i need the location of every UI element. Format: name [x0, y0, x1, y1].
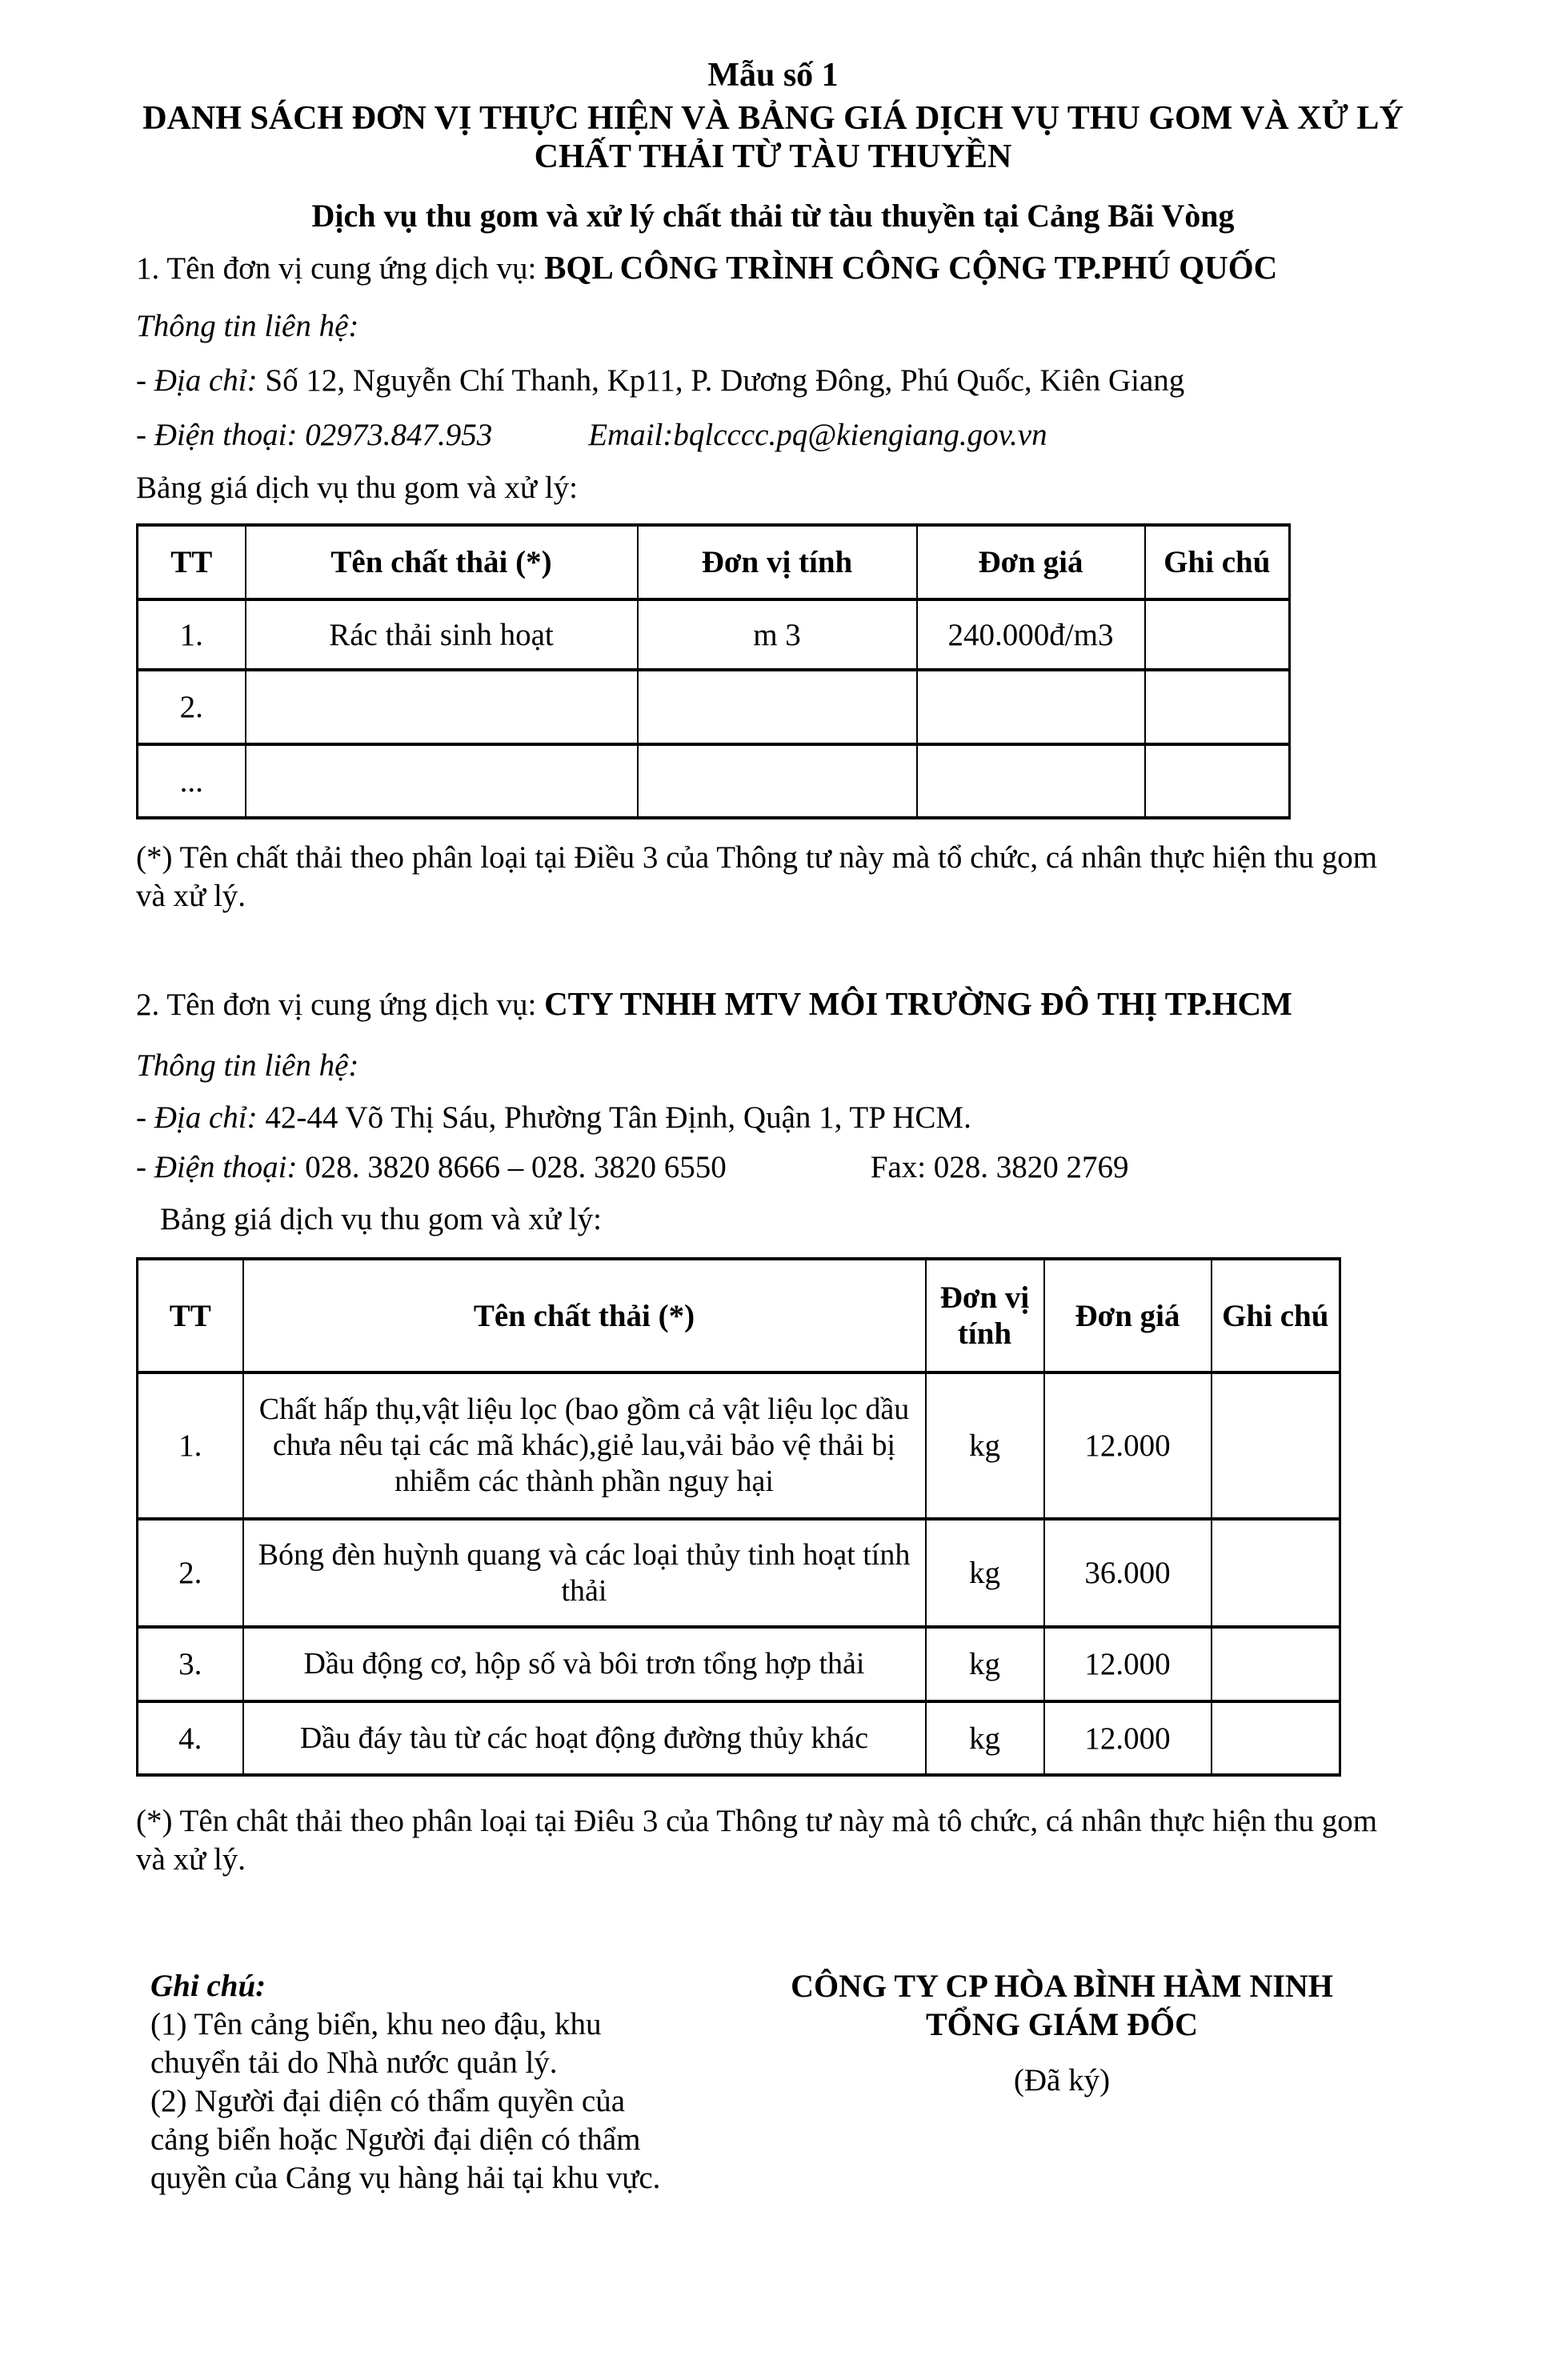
cell-price: 240.000đ/m3 [917, 599, 1145, 670]
table-row [138, 1372, 1340, 1519]
cell-note [1212, 1627, 1340, 1701]
note-2: (2) Người đại diện có thẩm quyền của cảng biển hoặc Người đại diện có thẩm quyền của Cảng vụ hàng hải tại khu vực. [150, 2084, 661, 2195]
document-title [136, 99, 1410, 176]
document-title-line1: DANH SÁCH ĐƠN VỊ THỰC HIỆN VÀ BẢNG GIÁ DỊCH VỤ THU GOM VÀ XỬ LÝ [142, 100, 1404, 137]
provider2-address-label: - Địa chỉ: [136, 1100, 258, 1135]
table-row [138, 744, 1290, 818]
cell-price: 36.000 [1044, 1519, 1212, 1627]
cell-unit: kg [926, 1701, 1044, 1775]
provider1-price-heading: Bảng giá dịch vụ thu gom và xử lý: [136, 471, 578, 505]
provider1-footnote: (*) Tên chất thải theo phân loại tại Điều 3 của Thông tư này mà tổ chức, cá nhân thực hiện thu gom và xử lý. [136, 840, 1378, 913]
cell-price: 12.000 [1044, 1701, 1212, 1775]
cell-note [1145, 670, 1290, 744]
table-row [138, 599, 1290, 670]
provider1-phone-line [136, 416, 1410, 455]
provider2-phone-value: 028. 3820 8666 – 028. 3820 6550 [305, 1150, 727, 1184]
notes-heading: Ghi chú: [150, 1969, 266, 2003]
cell-waste-name: Rác thải sinh hoạt [246, 599, 638, 670]
header-cell-price: Đơn giá [917, 525, 1145, 599]
provider2-address-line [136, 1099, 1410, 1137]
provider2-phone-label: - Điện thoại: [136, 1150, 298, 1184]
cell-waste-name: Dầu động cơ, hộp số và bôi trơn tổng hợp thải [243, 1627, 926, 1701]
table-row [138, 1519, 1340, 1627]
cell-tt: 3. [138, 1627, 243, 1701]
table-header-row [138, 525, 1290, 599]
header-cell-waste-name: Tên chất thải (*) [246, 525, 638, 599]
cell-note [1145, 744, 1290, 818]
cell-unit [638, 670, 917, 744]
table-row [138, 670, 1290, 744]
provider1-contact-heading: Thông tin liên hệ: [136, 309, 359, 343]
cell-price [917, 744, 1145, 818]
header-cell-unit: Đơn vị tính [638, 525, 917, 599]
cell-waste-name: Chất hấp thụ,vật liệu lọc (bao gồm cả vật liệu lọc dầu chưa nêu tại các mã khác),giẻ lau,vải bảo vệ thải bị nhiễm các thành phần nguy hại [243, 1372, 926, 1519]
cell-tt: 1. [138, 1372, 243, 1519]
header-cell-waste-name: Tên chất thải (*) [243, 1259, 926, 1372]
footer [136, 1967, 1410, 2198]
cell-note [1212, 1519, 1340, 1627]
provider1-heading [136, 248, 1410, 288]
provider2-price-heading: Bảng giá dịch vụ thu gom và xử lý: [160, 1202, 602, 1236]
document-subtitle: Dịch vụ thu gom và xử lý chất thải từ tàu thuyền tại Cảng Bãi Vòng [311, 198, 1235, 234]
provider1-email: Email:bqlcccc.pq@kiengiang.gov.vn [588, 418, 1047, 452]
provider1-heading-label: 1. Tên đơn vị cung ứng dịch vụ: [136, 251, 537, 286]
cell-unit: kg [926, 1519, 1044, 1627]
header-cell-tt: TT [138, 1259, 243, 1372]
provider1-name: BQL CÔNG TRÌNH CÔNG CỘNG TP.PHÚ QUỐC [544, 249, 1278, 286]
cell-tt: 1. [138, 599, 246, 670]
provider1-price-table [136, 523, 1291, 819]
table-row [138, 1627, 1340, 1701]
notes-block [150, 1967, 667, 2198]
provider2-heading-label: 2. Tên đơn vị cung ứng dịch vụ: [136, 988, 537, 1022]
cell-price: 12.000 [1044, 1372, 1212, 1519]
cell-unit: kg [926, 1627, 1044, 1701]
table-row [138, 1701, 1340, 1775]
provider2-heading [136, 984, 1410, 1024]
cell-waste-name: Bóng đèn huỳnh quang và các loại thủy tinh hoạt tính thải [243, 1519, 926, 1627]
provider2-price-table [136, 1257, 1341, 1777]
signature-title: TỔNG GIÁM ĐỐC [926, 2006, 1198, 2042]
provider2-footnote: (*) Tên chât thải theo phân loại tại Điêu 3 của Thông tư này mà tô chức, cá nhân thực hiện thu gom và xử lý. [136, 1804, 1378, 1877]
cell-tt: 2. [138, 670, 246, 744]
provider1-phone-value: 02973.847.953 [305, 418, 493, 452]
signature-block [762, 1967, 1362, 2100]
cell-unit [638, 744, 917, 818]
cell-note [1212, 1372, 1340, 1519]
note-1: (1) Tên cảng biển, khu neo đậu, khu chuyển tải do Nhà nước quản lý. [150, 2007, 602, 2080]
cell-price [917, 670, 1145, 744]
provider2-contact-heading: Thông tin liên hệ: [136, 1048, 359, 1083]
header-cell-tt: TT [138, 525, 246, 599]
provider2-fax: Fax: 028. 3820 2769 [870, 1150, 1129, 1184]
form-number: Mẫu số 1 [707, 57, 839, 94]
cell-waste-name: Dầu đáy tàu từ các hoạt động đường thủy khác [243, 1701, 926, 1775]
signature-signed-note: (Đã ký) [1013, 2063, 1111, 2098]
header-cell-note: Ghi chú [1145, 525, 1290, 599]
provider1-phone-label: - Điện thoại: [136, 418, 298, 452]
cell-waste-name [246, 744, 638, 818]
header-cell-note: Ghi chú [1212, 1259, 1340, 1372]
provider1-address-value: Số 12, Nguyễn Chí Thanh, Kp11, P. Dương Đông, Phú Quốc, Kiên Giang [265, 363, 1185, 398]
cell-note [1145, 599, 1290, 670]
document-title-line2: CHẤT THẢI TỪ TÀU THUYỀN [534, 138, 1012, 175]
cell-note [1212, 1701, 1340, 1775]
provider1-address-label: - Địa chỉ: [136, 363, 258, 398]
signature-company: CÔNG TY CP HÒA BÌNH HÀM NINH [791, 1968, 1333, 2004]
provider2-address-value: 42-44 Võ Thị Sáu, Phường Tân Định, Quận 1, TP HCM. [265, 1100, 971, 1135]
cell-unit: kg [926, 1372, 1044, 1519]
provider1-address-line [136, 362, 1410, 400]
header-cell-unit: Đơn vị tính [926, 1259, 1044, 1372]
cell-tt: ... [138, 744, 246, 818]
cell-tt: 2. [138, 1519, 243, 1627]
provider2-name: CTY TNHH MTV MÔI TRƯỜNG ĐÔ THỊ TP.HCM [544, 985, 1292, 1022]
provider2-phone-line [136, 1148, 1410, 1187]
cell-tt: 4. [138, 1701, 243, 1775]
cell-waste-name [246, 670, 638, 744]
cell-price: 12.000 [1044, 1627, 1212, 1701]
table-header-row [138, 1259, 1340, 1372]
header-cell-price: Đơn giá [1044, 1259, 1212, 1372]
cell-unit: m 3 [638, 599, 917, 670]
